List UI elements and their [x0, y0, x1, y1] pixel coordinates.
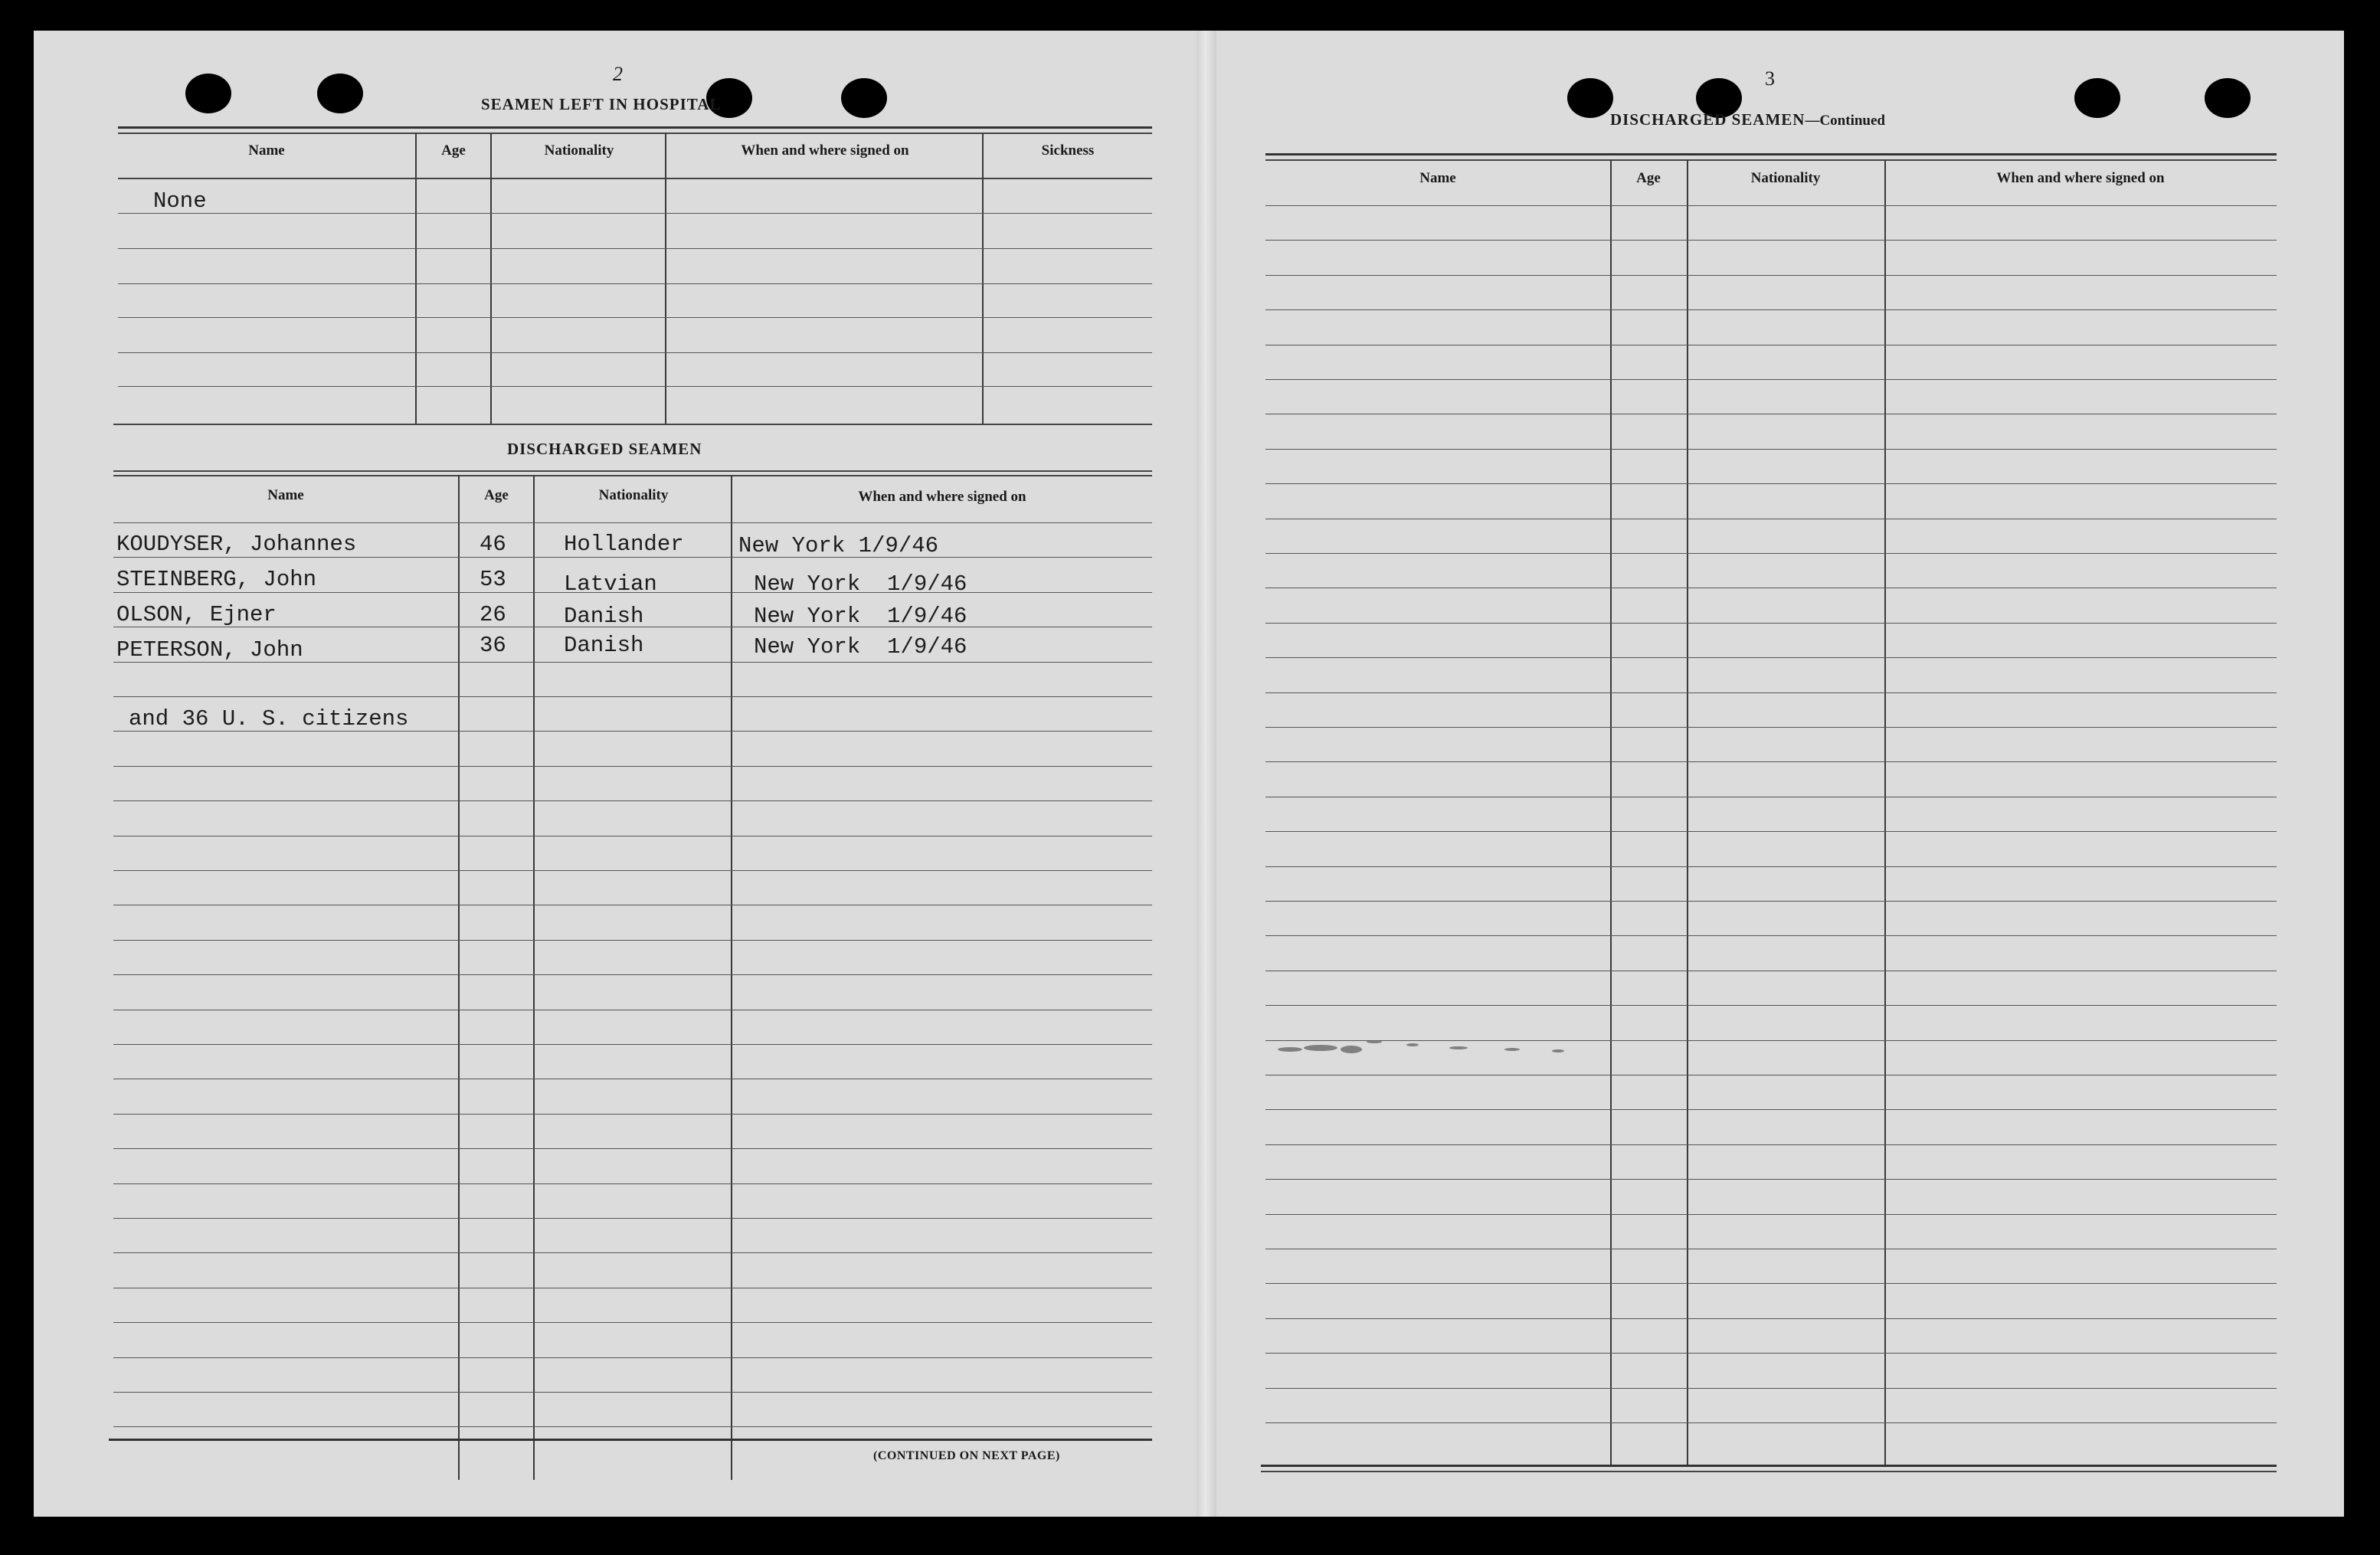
discharged-section-title: DISCHARGED SEAMEN	[507, 440, 702, 458]
table-rule	[113, 1148, 1152, 1149]
table-rule	[1265, 901, 2277, 902]
table-rule	[118, 317, 1152, 318]
table-rule	[1265, 159, 2277, 161]
table-rule	[118, 283, 1152, 284]
seaman-nationality: Danish	[564, 604, 644, 629]
hospital-col-signed-on: When and where signed on	[741, 142, 909, 159]
table-rule	[118, 352, 1152, 353]
table-rule	[113, 1218, 1152, 1219]
seaman-signed-on: New York 1/9/46	[754, 634, 967, 660]
hospital-entry: None	[153, 188, 207, 214]
table-rule	[118, 133, 1152, 134]
table-rule	[1265, 1422, 2277, 1423]
table-rule	[1265, 153, 2277, 156]
column-divider	[490, 133, 492, 424]
table-rule	[113, 1322, 1152, 1323]
seaman-signed-on: New York 1/9/46	[754, 604, 967, 629]
table-rule	[1261, 1471, 2277, 1472]
seaman-nationality: Danish	[564, 633, 644, 658]
table-rule	[118, 386, 1152, 387]
table-rule	[113, 557, 1152, 558]
column-divider	[533, 475, 535, 1480]
table-rule	[1265, 935, 2277, 936]
table-rule	[113, 470, 1152, 472]
page-number: 3	[1765, 67, 1775, 90]
continued-footer: (CONTINUED ON NEXT PAGE)	[873, 1449, 1060, 1462]
column-divider	[731, 475, 732, 1480]
seaman-signed-on: New York 1/9/46	[754, 571, 967, 597]
table-rule	[1265, 831, 2277, 832]
continued-col-age: Age	[1636, 170, 1661, 186]
table-rule	[1265, 553, 2277, 554]
table-rule	[1265, 1109, 2277, 1110]
table-rule	[1265, 309, 2277, 310]
table-rule	[113, 522, 1152, 523]
column-divider	[1884, 159, 1886, 1465]
table-rule	[118, 126, 1152, 129]
table-rule	[1265, 1283, 2277, 1284]
punch-hole	[185, 74, 231, 113]
hospital-col-sickness: Sickness	[1041, 142, 1095, 159]
discharged-col-signed-on: When and where signed on	[858, 489, 1026, 505]
right-page-title	[1610, 110, 1885, 129]
table-rule	[113, 800, 1152, 801]
column-divider	[982, 133, 984, 424]
punch-hole	[1567, 78, 1613, 118]
us-citizens-note: and 36 U. S. citizens	[129, 706, 409, 732]
table-rule	[1265, 761, 2277, 762]
table-rule	[1265, 1318, 2277, 1319]
seaman-nationality: Latvian	[564, 571, 657, 597]
table-rule	[1265, 449, 2277, 450]
table-rule	[118, 213, 1152, 214]
seaman-nationality: Hollander	[564, 532, 684, 557]
column-divider	[665, 133, 666, 424]
table-rule	[113, 1426, 1152, 1427]
table-rule	[1265, 483, 2277, 484]
table-rule	[113, 1044, 1152, 1045]
column-divider	[1687, 159, 1688, 1465]
right-title-main: DISCHARGED SEAMEN	[1610, 110, 1805, 129]
hospital-col-name: Name	[248, 142, 285, 159]
seaman-name: PETERSON, John	[116, 637, 303, 663]
hospital-col-nationality: Nationality	[544, 142, 614, 159]
table-rule	[113, 475, 1152, 476]
column-divider	[415, 133, 417, 424]
seaman-age: 46	[480, 532, 506, 557]
table-rule	[113, 766, 1152, 767]
column-divider	[458, 475, 460, 1480]
table-rule	[1261, 1465, 2277, 1467]
table-rule	[1265, 1388, 2277, 1389]
seaman-age: 53	[480, 567, 506, 592]
continued-col-name: Name	[1419, 170, 1456, 186]
document-sheet	[34, 31, 2344, 1517]
table-rule	[113, 424, 1152, 425]
punch-hole	[317, 74, 363, 113]
punch-hole	[2074, 78, 2120, 118]
table-rule	[1265, 727, 2277, 728]
punch-hole	[2205, 78, 2251, 118]
table-rule	[118, 248, 1152, 249]
punch-hole	[841, 78, 887, 118]
column-divider	[1610, 159, 1612, 1465]
table-rule	[1265, 657, 2277, 658]
discharged-col-name: Name	[267, 487, 304, 503]
table-rule	[1265, 1214, 2277, 1215]
seaman-name: STEINBERG, John	[116, 567, 317, 592]
table-rule	[1265, 275, 2277, 276]
seaman-name: OLSON, Ejner	[116, 602, 277, 627]
table-rule	[1265, 205, 2277, 206]
hospital-section-title: SEAMEN LEFT IN HOSPITAL	[481, 95, 722, 113]
table-rule	[113, 1357, 1152, 1358]
hospital-col-age: Age	[441, 142, 466, 159]
table-rule	[109, 1439, 1152, 1441]
seaman-name: KOUDYSER, Johannes	[116, 532, 357, 557]
continued-col-signed-on: When and where signed on	[1996, 170, 2165, 186]
seaman-age: 26	[480, 602, 506, 627]
page-fold	[1197, 31, 1216, 1517]
table-rule	[1265, 1353, 2277, 1354]
table-rule	[1265, 240, 2277, 241]
table-rule	[113, 1114, 1152, 1115]
continued-col-nationality: Nationality	[1750, 170, 1821, 186]
table-rule	[113, 974, 1152, 975]
right-title-suffix: —Continued	[1805, 113, 1885, 129]
table-rule	[118, 178, 1152, 179]
table-rule	[1265, 623, 2277, 624]
discharged-col-age: Age	[484, 487, 509, 503]
table-rule	[113, 940, 1152, 941]
seaman-age: 36	[480, 633, 506, 658]
seaman-signed-on: New York 1/9/46	[738, 533, 939, 558]
table-rule	[113, 1392, 1152, 1393]
table-rule	[113, 1252, 1152, 1253]
page-number: 2	[613, 63, 623, 85]
table-rule	[1265, 379, 2277, 380]
table-rule	[113, 1183, 1152, 1184]
table-rule	[1265, 1005, 2277, 1006]
discharged-col-nationality: Nationality	[598, 487, 669, 503]
ink-smudge	[1259, 1026, 1612, 1072]
table-rule	[113, 696, 1152, 697]
table-rule	[1265, 692, 2277, 693]
table-rule	[113, 870, 1152, 871]
table-rule	[1265, 866, 2277, 867]
table-rule	[1265, 1179, 2277, 1180]
table-rule	[1265, 1144, 2277, 1145]
